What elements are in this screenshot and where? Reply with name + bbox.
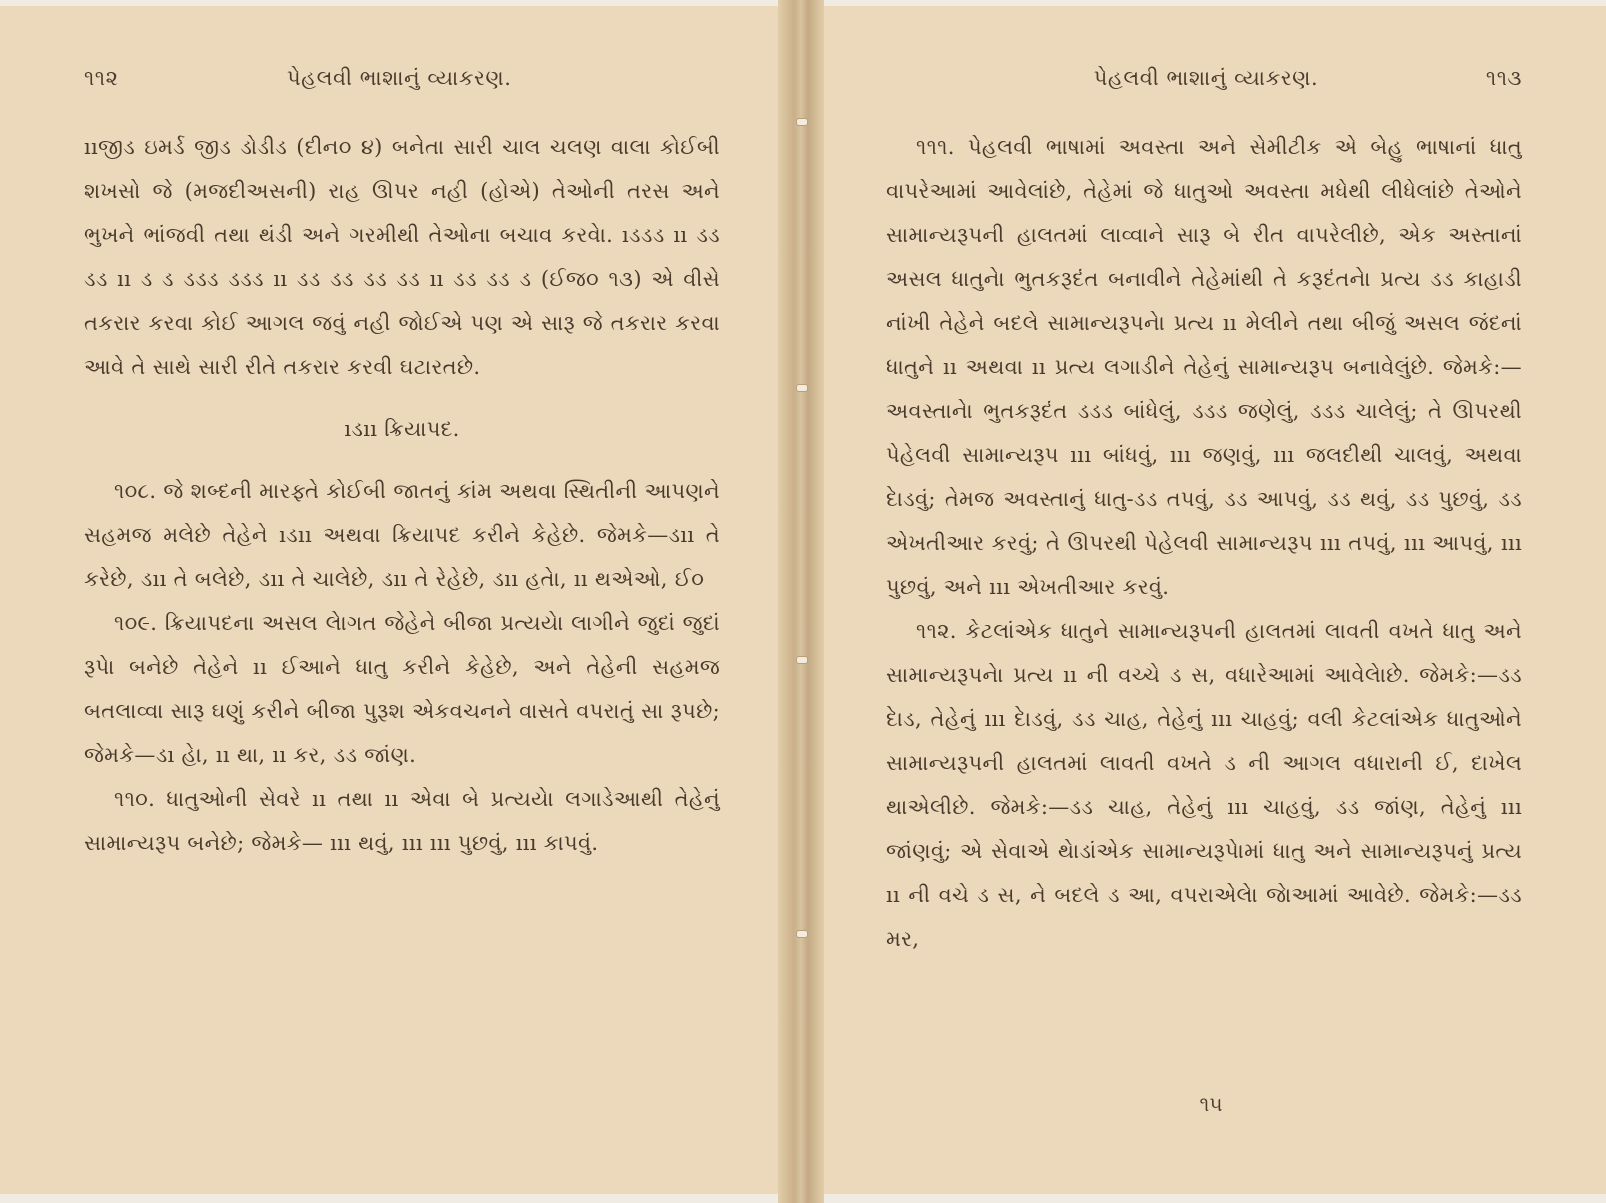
left-page-text [84, 125, 720, 865]
left-paragraph: ııજીડ ઇમર્ડ જીડ ડોડીડ (દીન૦ ૪) બનેતા સારી ચાલ ચલણ વાલા કોઈબી શખસો જે (મજદીઅસની) રાહ ઊપર નહી (હોએ) તેઓની તરસ અને ભુખને ભાંજવી તથા થંડી અને ગરમીથી તેઓના બચાવ કરવેા. ıડડડ ıı ડડ ડડ ıı ડ ડ ડડડ ડડડ ıı ડડ ડડ ડડ ડડ ıı ડડ ડડ ડ (ઈજ૦ ૧૩) એ વીસે તકરાર કરવા કોઈ આગલ જવું નહી જોઈએ પણ એ સારૂ જે તકરાર કરવા આવે તે સાથે સારી રીતે તકરાર કરવી ઘટારતછે. [84, 135, 720, 379]
right-page-text [886, 125, 1522, 961]
right-page-number: ૧૧૩ [1485, 66, 1522, 90]
left-page [0, 6, 790, 1194]
right-paragraph: ૧૧૨. કેટલાંએક ધાતુને સામાન્યરૂપની હાલતમાં લાવતી વખતે ધાતુ અને સામાન્યરૂપનેા પ્રત્ય ıı ની વચ્ચે ડ સ, વધારેઆમાં આવેલેાછે. જેમકે:—ડડ દેાડ, તેહેનું ııı દેાડવું, ડડ ચાહ, તેહેનું ııı ચાહવું; વલી કેટલાંએક ધાતુઓને સામાન્યરૂપની હાલતમાં લાવતી વખતે ડ ની આગલ વધારાની ઈ, દાખેલ થાએલીછે. જેમકે:—ડડ ચાહ, તેહેનું ııı ચાહવું, ડડ જાંણ, તેહેનું ııı જાંણવું; એ સેવાએ થેાડાંએક સામાન્યરૂપેામાં ધાતુ અને સામાન્યરૂપનું પ્રત્ય ıı ની વચે ડ સ, ને બદલે ડ આ, વપરાએલેા જેાઆમાં આવેછે. જેમકે:—ડડ મર, [886, 619, 1522, 951]
right-running-head [886, 66, 1522, 91]
left-running-head [84, 66, 720, 91]
left-running-title: પેહલવી ભાશાનું વ્યાકરણ. [287, 66, 512, 90]
right-page [816, 6, 1606, 1194]
signature-mark: ૧૫ [1199, 1092, 1223, 1116]
left-page-number: ૧૧૨ [84, 66, 119, 90]
binding-thread [796, 118, 808, 126]
binding-thread [796, 656, 808, 664]
binding-thread [796, 384, 808, 392]
right-paragraph: ૧૧૧. પેહલવી ભાષામાં અવસ્તા અને સેમીટીક એ બેહુ ભાષાનાં ધાતુ વાપરેઆમાં આવેલાંછે, તેહેમાં જે ધાતુઓ અવસ્તા મધેથી લીધેલાંછે તેઓને સામાન્યરૂપની હાલતમાં લાવ્વાને સારૂ બે રીત વાપરેલીછે, એક અસ્તાનાં અસલ ધાતુનેા ભુતકરૂદંત બનાવીને તેહેમાંથી તે કરૂદંતનેા પ્રત્ય ડડ કાહાડી નાંખી તેહેને બદલે સામાન્યરૂપનેા પ્રત્ય ıı મેલીને તથા બીજું અસલ જંદનાં ધાતુને ıı અથવા ıı પ્રત્ય લગાડીને તેહેનું સામાન્યરૂપ બનાવેલુંછે. જેમકે:—અવસ્તાનેા ભુતકરૂદંત ડડડ બાંધેલું, ડડડ જણેલું, ડડડ ચાલેલું; તે ઊપરથી પેહેલવી સામાન્યરૂપ ııı બાંધવું, ııı જણવું, ııı જલદીથી ચાલવું, અથવા દેાડવું; તેમજ અવસ્તાનું ધાતુ-ડડ તપવું, ડડ આપવું, ડડ થવું, ડડ પુછવું, ડડ એખતીઆર કરવું; તે ઊપરથી પેહેલવી સામાન્યરૂપ ııı તપવું, ııı આપવું, ııı પુછવું, અને ııı એખતીઆર કરવું. [886, 135, 1522, 599]
right-running-title: પેહલવી ભાશાનું વ્યાકરણ. [1093, 66, 1319, 90]
left-paragraph: ૧૦૯. ક્રિયાપદના અસલ લેાગત જેહેને બીજા પ્રત્યયેા લાગીને જુદાં જુદાં રૂપેા બનેછે તેહેને ıı ઈઆને ધાતુ કરીને કેહેછે, અને તેહેની સહમજ બતલાવ્વા સારૂ ઘણું કરીને બીજા પુરૂશ એકવચનને વાસતે વપરાતું સા રૂપછે; જેમકે—ડı હેા, ıı થા, ıı કર, ડડ જાંણ. [84, 611, 720, 767]
section-heading: ıડıı ક્રિયાપદ. [344, 417, 460, 441]
binding-thread [796, 930, 808, 938]
book-gutter [778, 0, 824, 1203]
left-paragraph: ૧૧૦. ધાતુઓની સેવરે ıı તથા ıı એવા બે પ્રત્યયેા લગાડેઆથી તેહેનું સામાન્યરૂપ બનેછે; જેમકે— ııı થવું, ııı ııı પુછવું, ııı કાપવું. [84, 787, 720, 855]
left-paragraph: ૧૦૮. જે શબ્દની મારફ્તે કોઈબી જાતનું કાંમ અથવા સ્થિતીની આપણને સહમજ મલેછે તેહેને ıડıı અથવા ક્રિયાપદ કરીને કેહેછે. જેમકે—ડıı તે કરેછે, ડıı તે બલેછે, ડıı તે ચાલેછે, ડıı તે રેહેછે, ડıı હતેા, ıı થએઓ, ઈ૦ [84, 479, 720, 591]
